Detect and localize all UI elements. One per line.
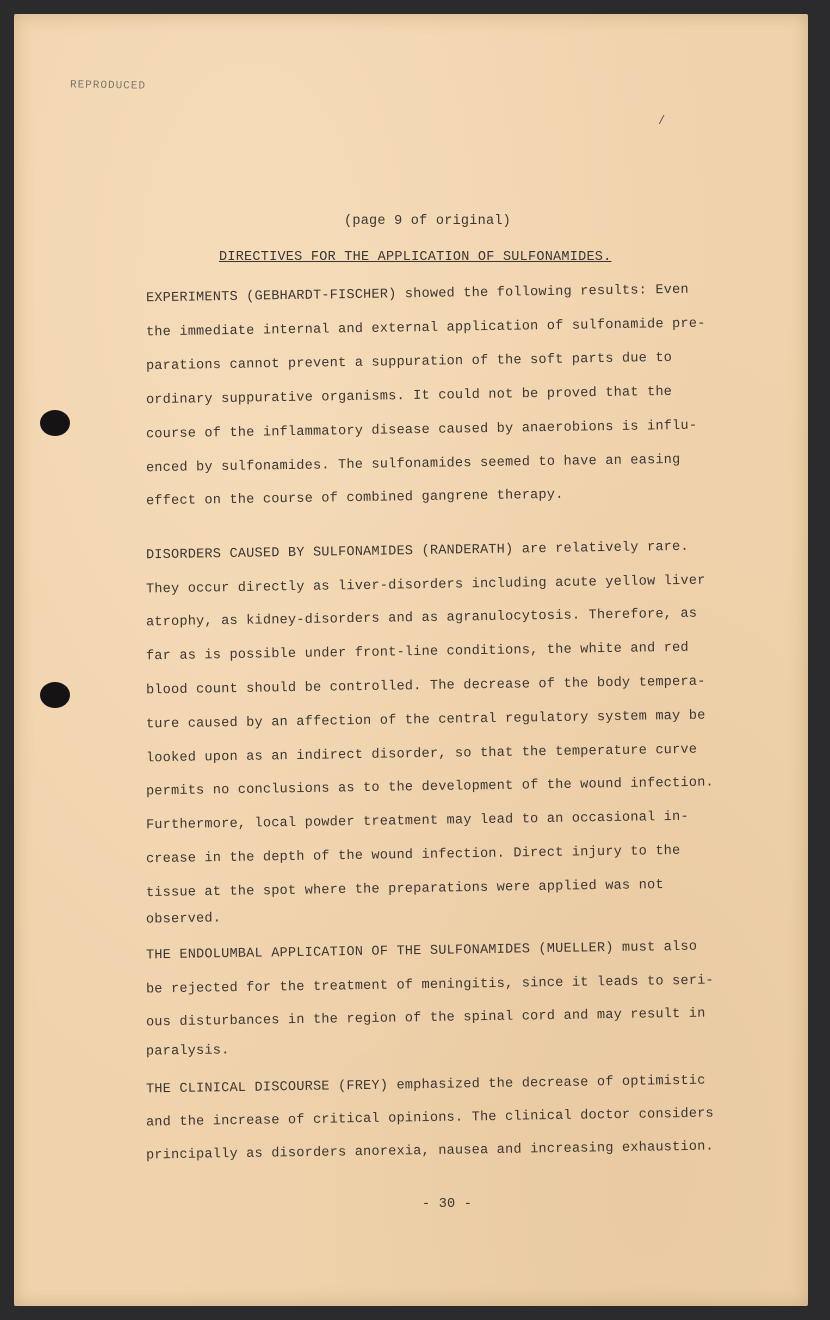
page-number: - 30 - xyxy=(422,1197,473,1212)
text-line: course of the inflammatory disease caused by anaerobions is influ- xyxy=(145,418,698,443)
text-line: paralysis. xyxy=(145,1043,230,1060)
text-line: the immediate internal and external application of sulfonamide pre- xyxy=(145,316,706,341)
text-line: tissue at the spot where the preparations were applied was not xyxy=(145,877,664,902)
text-line: effect on the course of combined gangrene therapy. xyxy=(145,487,564,510)
text-line: observed. xyxy=(145,911,222,928)
text-line: DISORDERS CAUSED BY SULFONAMIDES (RANDERATH) are relatively rare. xyxy=(145,539,689,564)
text-line: enced by sulfonamides. The sulfonamides seemed to have an easing xyxy=(145,452,681,477)
punch-hole-icon xyxy=(40,682,70,708)
text-line: permits no conclusions as to the development of the wound infection. xyxy=(145,775,714,800)
text-line: blood count should be controlled. The decrease of the body tempera- xyxy=(145,674,706,699)
text-line: principally as disorders anorexia, nausea and increasing exhaustion. xyxy=(145,1139,714,1164)
text-line: parations cannot prevent a suppuration of the soft parts due to xyxy=(145,350,673,375)
typewritten-page xyxy=(14,14,808,1306)
text-line: crease in the depth of the wound infection. Direct injury to the xyxy=(145,843,681,868)
text-line: THE ENDOLUMBAL APPLICATION OF THE SULFONAMIDES (MUELLER) must also xyxy=(145,939,698,964)
text-line: EXPERIMENTS (GEBHARDT-FISCHER) showed the following results: Even xyxy=(145,282,689,307)
text-line: be rejected for the treatment of meningitis, since it leads to seri- xyxy=(145,973,714,998)
text-line: THE CLINICAL DISCOURSE (FREY) emphasized the decrease of optimistic xyxy=(145,1073,706,1098)
page-origin-note: (page 9 of original) xyxy=(344,214,512,229)
text-line: far as is possible under front-line conditions, the white and red xyxy=(145,640,689,665)
text-line: Furthermore, local powder treatment may lead to an occasional in- xyxy=(145,809,689,834)
text-line: They occur directly as liver-disorders including acute yellow liver xyxy=(145,573,706,598)
document-heading: DIRECTIVES FOR THE APPLICATION OF SULFONAMIDES. xyxy=(219,250,612,265)
corner-mark: / xyxy=(658,114,666,128)
text-line: ture caused by an affection of the central regulatory system may be xyxy=(145,708,706,733)
stamp-mark: REPRODUCED xyxy=(69,79,147,93)
text-line: ordinary suppurative organisms. It could not be proved that the xyxy=(145,384,673,409)
text-line: atrophy, as kidney-disorders and as agranulocytosis. Therefore, as xyxy=(145,606,698,631)
punch-hole-icon xyxy=(40,410,70,436)
text-line: looked upon as an indirect disorder, so that the temperature curve xyxy=(145,742,698,767)
text-line: and the increase of critical opinions. The clinical doctor considers xyxy=(145,1106,714,1131)
text-line: ous disturbances in the region of the spinal cord and may result in xyxy=(145,1006,706,1031)
